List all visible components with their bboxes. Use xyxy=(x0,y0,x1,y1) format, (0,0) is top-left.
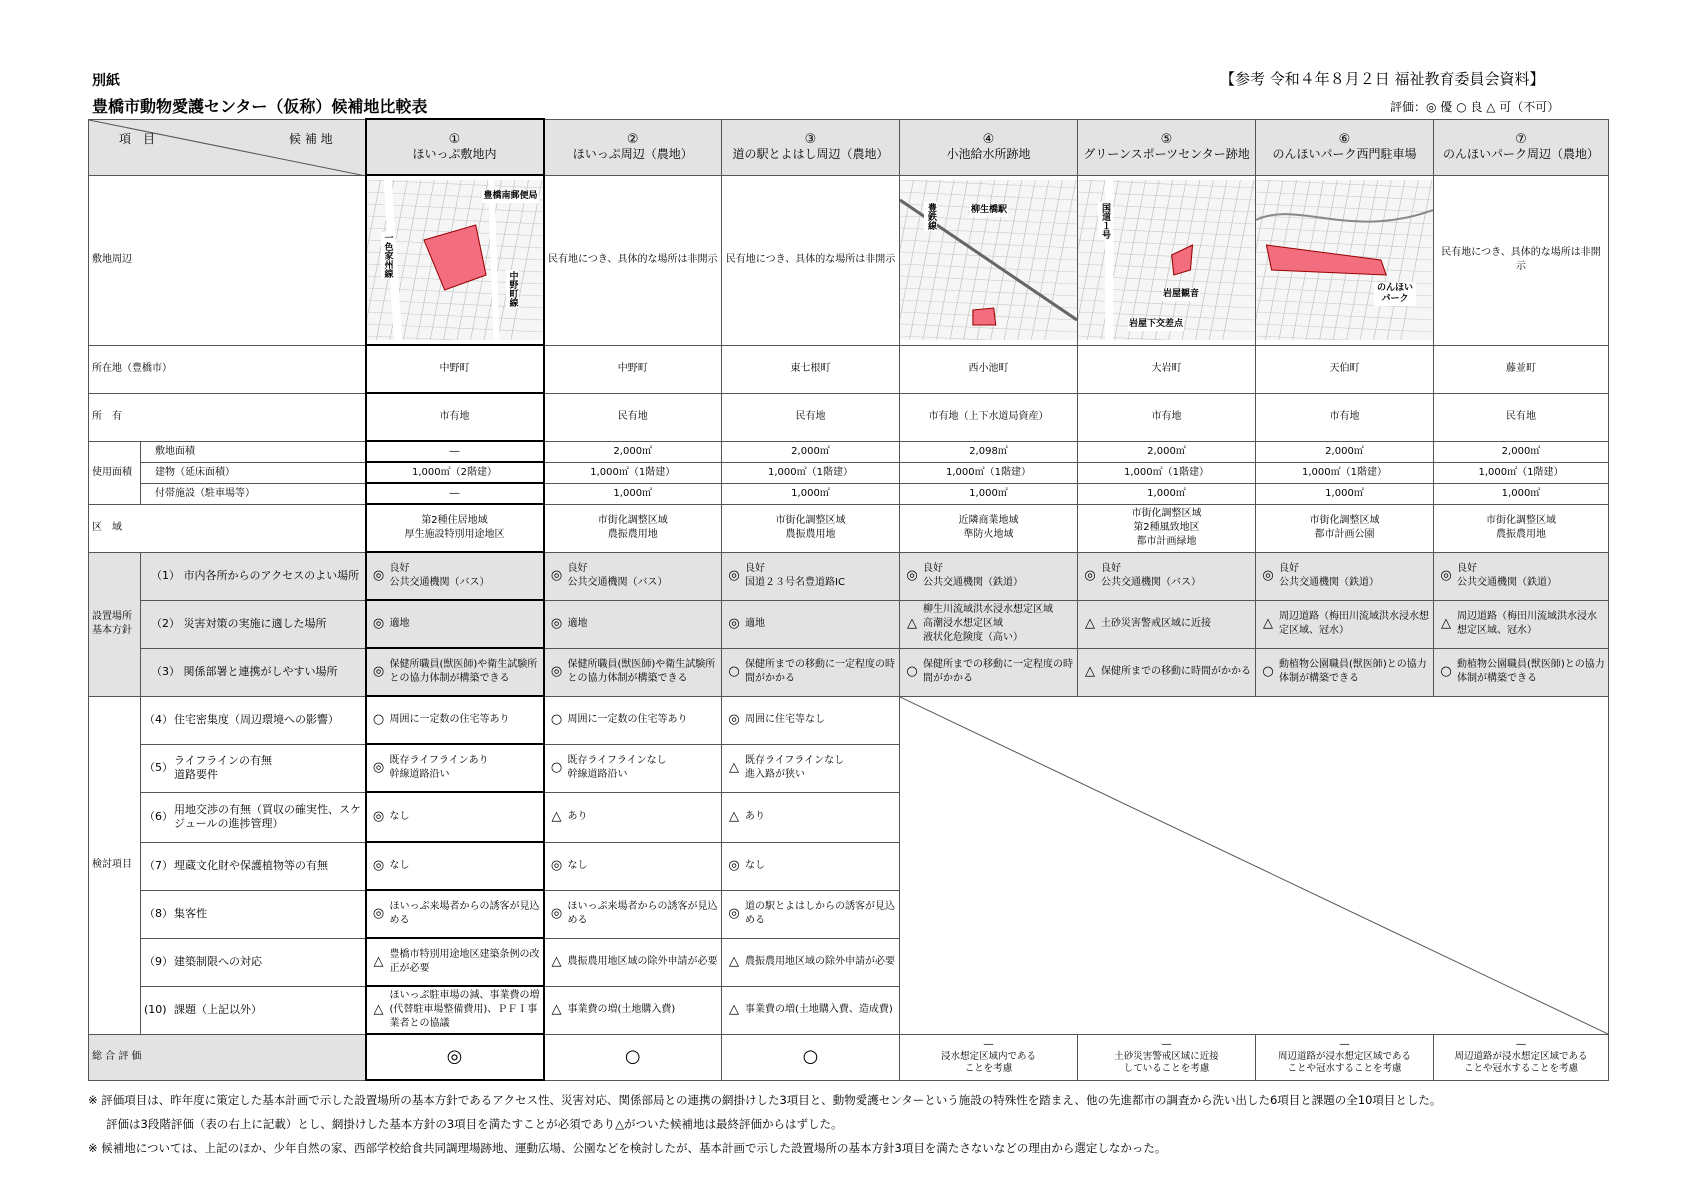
rating-cell xyxy=(544,938,722,986)
rating-symbol: ◎ xyxy=(550,616,563,631)
reference-note: 【参考 令和４年８月２日 福祉教育委員会資料】 xyxy=(1220,70,1545,88)
rating-cell xyxy=(722,842,900,890)
review-item-label xyxy=(141,696,366,744)
zone-label: 区 域 xyxy=(89,504,366,552)
rating-cell xyxy=(722,648,900,696)
zone-value: 市街化調整区域 農振農用地 xyxy=(544,504,722,552)
rating-cell xyxy=(1434,600,1609,648)
ownership-value: 民有地 xyxy=(722,393,900,441)
rating-symbol: ○ xyxy=(728,664,740,679)
review-item-text: 住宅密集度（周辺環境への影響） xyxy=(174,713,339,726)
footnote-3: ※ 候補地については、上記のほか、少年自然の家、西部学校給食共同調理場跡地、運動広場、公園などを検討したが、基本計画で示した設置場所の基本方針3項目を満たさないなどの理由から選定しなかった。 xyxy=(88,1141,1167,1155)
candidate-number: ④ xyxy=(982,132,995,147)
area-item-label: 敷地面積 xyxy=(141,441,366,462)
ownership-value: 民有地 xyxy=(544,393,722,441)
rating-symbol: ◎ xyxy=(550,906,563,921)
rating-symbol: ◎ xyxy=(728,858,740,873)
map-label: 中野町線 xyxy=(507,271,518,307)
candidate-name: グリーンスポーツセンター跡地 xyxy=(1083,147,1250,161)
rating-text: 既存ライフラインあり 幹線道路沿い xyxy=(389,755,489,780)
candidate-header xyxy=(366,119,544,175)
table-row xyxy=(89,552,1609,600)
review-item-label xyxy=(141,938,366,986)
table-row xyxy=(89,393,1609,441)
total-dash: ― xyxy=(983,1039,994,1050)
candidate-header xyxy=(1434,119,1609,175)
area-value: 1,000㎡（1階建） xyxy=(900,462,1078,483)
rating-text: 良好 公共交通機関（バス） xyxy=(1101,563,1201,588)
review-item-number: （6） xyxy=(144,810,173,823)
private-site-note: 民有地につき、具体的な場所は非開示 xyxy=(548,254,718,265)
site-note xyxy=(722,175,900,345)
table-row xyxy=(89,462,1609,483)
rating-text: 豊橋市特別用途地区建築条例の改正が必要 xyxy=(389,949,540,974)
total-label: 総 合 評 価 xyxy=(89,1034,366,1080)
site-row-label: 敷地周辺 xyxy=(89,175,366,345)
total-note-text: 土砂災害警戒区域に近接 していることを考慮 xyxy=(1114,1051,1219,1074)
rating-cell xyxy=(900,600,1078,648)
candidate-header xyxy=(722,119,900,175)
total-dash: ― xyxy=(1516,1039,1526,1050)
rating-cell xyxy=(366,648,544,696)
ownership-value: 市有地 xyxy=(1256,393,1434,441)
review-item-number: （4） xyxy=(144,713,173,726)
map-label: 豊橋南郵便局 xyxy=(483,191,538,201)
area-item-label: 建物（延床面積） xyxy=(141,462,366,483)
rating-symbol: ◎ xyxy=(550,858,563,873)
zone-value: 近隣商業地域 準防火地域 xyxy=(900,504,1078,552)
rating-symbol: ◎ xyxy=(550,664,563,679)
rating-cell xyxy=(544,890,722,938)
area-value: 2,000㎡ xyxy=(1256,441,1434,462)
candidate-name: ほいっぷ敷地内 xyxy=(412,147,497,161)
area-value: 2,000㎡ xyxy=(1434,441,1609,462)
rating-symbol: ◎ xyxy=(372,809,385,824)
area-value: 1,000㎡（1階建） xyxy=(544,462,722,483)
rating-text: 周囲に一定数の住宅等あり xyxy=(389,714,510,725)
map-label: のんほいパーク xyxy=(1374,282,1416,306)
rating-cell xyxy=(1256,648,1434,696)
rating-symbol: △ xyxy=(729,809,739,824)
review-item-text: 課題（上記以外） xyxy=(174,1003,262,1016)
total-note-text: 周辺道路が浸水想定区域である ことや冠水することを考慮 xyxy=(1454,1051,1588,1074)
rating-cell xyxy=(544,552,722,600)
rating-cell xyxy=(1256,600,1434,648)
review-item-text: 建築制限への対応 xyxy=(174,955,262,968)
candidate-name: ほいっぷ周辺（農地） xyxy=(572,147,693,161)
candidate-number: ⑦ xyxy=(1515,132,1527,147)
rating-cell xyxy=(1078,648,1256,696)
corner-item-label: 項 目 xyxy=(119,131,156,146)
candidate-header xyxy=(1078,119,1256,175)
rating-cell xyxy=(544,696,722,744)
area-group-label: 使用面積 xyxy=(89,441,141,504)
policy-item-label: （2） 災害対策の実施に適した場所 xyxy=(141,600,366,648)
site-note xyxy=(1434,175,1609,345)
rating-cell xyxy=(1434,552,1609,600)
site-map xyxy=(1256,175,1434,345)
rating-text: 動植物公園職員(獣医師)との協力体制が構築できる xyxy=(1279,659,1427,684)
ownership-value: 民有地 xyxy=(1434,393,1609,441)
rating-text: 保健所職員(獣医師)や衛生試験所との協力体制が構築できる xyxy=(389,659,538,684)
rating-cell xyxy=(366,890,544,938)
total-note-text: 浸水想定区域内である ことを考慮 xyxy=(940,1051,1036,1074)
candidate-number: ⑤ xyxy=(1160,132,1173,147)
area-value: ― xyxy=(366,483,544,504)
rating-cell xyxy=(1078,552,1256,600)
rating-text: 適地 xyxy=(567,618,588,629)
rating-symbol: ◎ xyxy=(372,906,385,921)
rating-symbol: △ xyxy=(1441,616,1451,631)
rating-text: 保健所までの移動に時間がかかる xyxy=(1101,666,1251,677)
candidate-name: 小池給水所跡地 xyxy=(946,147,1031,161)
table-row xyxy=(89,175,1609,345)
rating-symbol: ○ xyxy=(550,712,563,727)
rating-text: 良好 公共交通機関（鉄道） xyxy=(1457,563,1557,588)
rating-cell xyxy=(544,744,722,792)
zone-value: 市街化調整区域 都市計画公園 xyxy=(1256,504,1434,552)
rating-text: 周辺道路（梅田川流域洪水浸水想定区域、冠水） xyxy=(1279,611,1429,636)
map-label: 一色家州線 xyxy=(382,233,393,278)
review-item-label xyxy=(141,986,366,1034)
review-item-number: （8） xyxy=(144,907,173,920)
review-item-text: 用地交渉の有無（買収の確実性、スケジュールの進捗管理） xyxy=(174,803,361,830)
total-note xyxy=(1078,1034,1256,1080)
rating-text: 適地 xyxy=(745,618,765,629)
review-item-number: （9） xyxy=(144,955,173,968)
rating-text: 適地 xyxy=(389,618,410,629)
rating-text: 周囲に一定数の住宅等あり xyxy=(567,714,688,725)
area-value: 1,000㎡ xyxy=(544,483,722,504)
total-rating: ○ xyxy=(722,1034,900,1080)
location-value: 中野町 xyxy=(366,345,544,393)
rating-text: 良好 公共交通機関（鉄道） xyxy=(923,563,1023,588)
candidate-header xyxy=(1256,119,1434,175)
site-map xyxy=(366,175,544,345)
rating-text: ほいっぷ駐車場の減、事業費の増(代替駐車場整備費用)、ＰＦＩ事業者との協議 xyxy=(389,990,540,1029)
rating-cell xyxy=(900,648,1078,696)
rating-text: あり xyxy=(745,811,765,822)
rating-text: 保健所職員(獣医師)や衛生試験所との協力体制が構築できる xyxy=(567,659,716,684)
location-value: 西小池町 xyxy=(900,345,1078,393)
map-label: 岩屋下交差点 xyxy=(1129,318,1184,329)
rating-text: なし xyxy=(389,811,410,822)
rating-symbol: △ xyxy=(729,954,739,969)
review-item-number: （5） xyxy=(144,761,173,774)
total-rating: ○ xyxy=(544,1034,722,1080)
rating-text: 事業費の増(土地購入費) xyxy=(567,1004,676,1015)
area-value: 1,000㎡（1階建） xyxy=(1434,462,1609,483)
location-value: 中野町 xyxy=(544,345,722,393)
rating-symbol: △ xyxy=(551,809,562,824)
rating-text: 良好 公共交通機関（鉄道） xyxy=(1279,563,1379,588)
rating-cell xyxy=(366,696,544,744)
rating-cell xyxy=(366,842,544,890)
rating-cell xyxy=(366,986,544,1034)
rating-text: 周囲に住宅等なし xyxy=(745,714,825,725)
rating-text: 既存ライフラインなし 進入路が狭い xyxy=(745,755,845,780)
rating-cell xyxy=(1434,648,1609,696)
rating-cell xyxy=(366,600,544,648)
corner-candidate-label: 候 補 地 xyxy=(289,131,333,146)
area-value: 1,000㎡（1階建） xyxy=(1256,462,1434,483)
rating-symbol: ◎ xyxy=(728,616,740,631)
rating-symbol: △ xyxy=(373,1002,384,1017)
page-title: 豊橋市動物愛護センター（仮称）候補地比較表 xyxy=(92,97,428,116)
candidate-name: のんほいパーク周辺（農地） xyxy=(1442,147,1599,161)
rating-symbol: ◎ xyxy=(906,568,918,583)
total-note xyxy=(1434,1034,1609,1080)
rating-text: 柳生川流域洪水浸水想定区域 高潮浸水想定区域 液状化危険度（高い） xyxy=(923,604,1053,643)
rating-text: 道の駅とよはしからの誘客が見込める xyxy=(745,901,895,926)
rating-text: 農振農用地区域の除外申請が必要 xyxy=(745,956,895,967)
area-value: 2,000㎡ xyxy=(722,441,900,462)
location-label: 所在地（豊橋市） xyxy=(89,345,366,393)
ownership-value: 市有地 xyxy=(366,393,544,441)
area-value: 1,000㎡ xyxy=(1434,483,1609,504)
rating-text: 事業費の増(土地購入費、造成費) xyxy=(745,1004,893,1015)
rating-text: ほいっぷ来場者からの誘客が見込める xyxy=(389,901,540,926)
candidate-number: ⑥ xyxy=(1338,132,1351,147)
rating-symbol: △ xyxy=(551,954,562,969)
rating-cell xyxy=(722,600,900,648)
rating-symbol: ◎ xyxy=(728,906,740,921)
rating-symbol: ◎ xyxy=(372,664,385,679)
site-note xyxy=(544,175,722,345)
area-value: 1,000㎡（2階建） xyxy=(366,462,544,483)
area-value: ― xyxy=(366,441,544,462)
rating-symbol: ◎ xyxy=(550,568,563,583)
candidate-name: のんほいパーク西門駐車場 xyxy=(1272,147,1417,161)
rating-cell xyxy=(900,552,1078,600)
rating-text: 良好 国道２３号名豊道路IC xyxy=(745,563,845,588)
rating-symbol: ○ xyxy=(550,760,563,775)
rating-text: 保健所までの移動に一定程度の時間がかかる xyxy=(745,659,895,684)
candidate-header xyxy=(544,119,722,175)
rating-cell xyxy=(544,986,722,1034)
rating-symbol: ◎ xyxy=(728,568,740,583)
candidate-number: ③ xyxy=(804,132,817,147)
total-dash: ― xyxy=(1339,1039,1350,1050)
area-value: 2,000㎡ xyxy=(544,441,722,462)
review-item-text: ライフラインの有無 道路要件 xyxy=(174,754,273,781)
review-item-number: (10) xyxy=(144,1003,167,1016)
area-value: 1,000㎡（1階建） xyxy=(1078,462,1256,483)
rating-symbol: ◎ xyxy=(1262,568,1274,583)
area-value: 1,000㎡（1階建） xyxy=(722,462,900,483)
table-row xyxy=(89,1034,1609,1080)
attachment-label: 別紙 xyxy=(92,73,120,89)
location-value: 東七根町 xyxy=(722,345,900,393)
rating-cell xyxy=(544,600,722,648)
rating-symbol: ◎ xyxy=(372,858,385,873)
rating-text: 周辺道路（梅田川流域洪水浸水想定区域、冠水） xyxy=(1457,611,1597,636)
ownership-value: 市有地 xyxy=(1078,393,1256,441)
area-value: 2,098㎡ xyxy=(900,441,1078,462)
footnote-2: 評価は3段階評価（表の右上に記載）とし、網掛けした基本方針の3項目を満たすことが必須であり△がついた候補地は最終評価からはずした。 xyxy=(106,1117,843,1131)
rating-text: ほいっぷ来場者からの誘客が見込める xyxy=(567,901,718,926)
area-value: 1,000㎡ xyxy=(900,483,1078,504)
zone-value: 市街化調整区域 農振農用地 xyxy=(1434,504,1609,552)
rating-text: 良好 公共交通機関（バス） xyxy=(389,563,490,588)
map-label: 豊鉄線 xyxy=(926,202,936,230)
rating-symbol: ◎ xyxy=(372,616,385,631)
zone-value: 市街化調整区域 第2種風致地区 都市計画緑地 xyxy=(1078,504,1256,552)
policy-group-label: 設置場所 基本方針 xyxy=(89,552,141,696)
review-item-text: 埋蔵文化財や保護植物等の有無 xyxy=(174,859,328,872)
rating-cell xyxy=(366,792,544,842)
rating-symbol: ○ xyxy=(1262,664,1274,679)
area-value: 1,000㎡ xyxy=(1078,483,1256,504)
rating-cell xyxy=(722,552,900,600)
review-item-label xyxy=(141,842,366,890)
rating-symbol: ◎ xyxy=(728,712,740,727)
rating-text: 動植物公園職員(獣医師)との協力体制が構築できる xyxy=(1457,659,1605,684)
total-note-text: 周辺道路が浸水想定区域である ことや冠水することを考慮 xyxy=(1277,1051,1411,1074)
site-map xyxy=(900,175,1078,345)
map-label: 柳生橋駅 xyxy=(971,204,1008,215)
table-row xyxy=(89,483,1609,504)
rating-legend: 評価：◎ 優 ○ 良 △ 可（不可） xyxy=(1390,100,1560,114)
rating-text: 土砂災害警戒区域に近接 xyxy=(1101,618,1211,629)
rating-text: 良好 公共交通機関（バス） xyxy=(567,563,668,588)
rating-cell xyxy=(722,696,900,744)
total-note xyxy=(900,1034,1078,1080)
total-dash: ― xyxy=(1161,1039,1172,1050)
table-row xyxy=(89,345,1609,393)
zone-value: 市街化調整区域 農振農用地 xyxy=(722,504,900,552)
rating-text: なし xyxy=(567,860,588,871)
rating-cell xyxy=(366,744,544,792)
rating-text: なし xyxy=(389,860,410,871)
policy-item-label: （3） 関係部署と連携がしやすい場所 xyxy=(141,648,366,696)
rating-symbol: △ xyxy=(1263,616,1273,631)
review-item-label xyxy=(141,890,366,938)
rating-symbol: ◎ xyxy=(1440,568,1452,583)
rating-symbol: △ xyxy=(373,954,384,969)
rating-symbol: ◎ xyxy=(1084,568,1096,583)
area-item-label: 付帯施設（駐車場等） xyxy=(141,483,366,504)
location-value: 藤並町 xyxy=(1434,345,1609,393)
rating-cell xyxy=(722,986,900,1034)
area-value: 1,000㎡ xyxy=(1256,483,1434,504)
excluded-area xyxy=(900,696,1609,1034)
candidate-number: ② xyxy=(626,132,639,147)
review-item-number: （7） xyxy=(144,859,173,872)
rating-cell xyxy=(722,938,900,986)
rating-symbol: △ xyxy=(551,1002,562,1017)
rating-symbol: △ xyxy=(729,1002,739,1017)
total-note xyxy=(1256,1034,1434,1080)
rating-cell xyxy=(1256,552,1434,600)
rating-cell xyxy=(544,842,722,890)
ownership-label: 所 有 xyxy=(89,393,366,441)
table-row xyxy=(89,600,1609,648)
table-row xyxy=(89,119,1609,175)
rating-text: あり xyxy=(567,811,588,822)
rating-symbol: △ xyxy=(907,616,917,631)
review-item-label xyxy=(141,792,366,842)
site-map xyxy=(1078,175,1256,345)
rating-symbol: ○ xyxy=(1440,664,1452,679)
rating-symbol: △ xyxy=(1085,616,1095,631)
rating-text: 保健所までの移動に一定程度の時間がかかる xyxy=(923,659,1073,684)
candidate-number: ① xyxy=(448,132,461,147)
rating-text: 農振農用地区域の除外申請が必要 xyxy=(567,956,718,967)
area-value: 2,000㎡ xyxy=(1078,441,1256,462)
location-value: 天伯町 xyxy=(1256,345,1434,393)
rating-cell xyxy=(544,648,722,696)
private-site-note: 民有地につき、具体的な場所は非開示 xyxy=(1441,247,1601,272)
map-label: 岩屋観音 xyxy=(1163,288,1200,299)
area-value: 1,000㎡ xyxy=(722,483,900,504)
rating-symbol: ○ xyxy=(372,712,385,727)
private-site-note: 民有地につき、具体的な場所は非開示 xyxy=(725,254,896,265)
rating-symbol: ○ xyxy=(906,664,918,679)
rating-cell xyxy=(1078,600,1256,648)
policy-item-label: （1） 市内各所からのアクセスのよい場所 xyxy=(141,552,366,600)
rating-symbol: △ xyxy=(729,760,739,775)
rating-cell xyxy=(366,552,544,600)
candidate-name: 道の駅とよはし周辺（農地） xyxy=(732,147,889,161)
candidate-header xyxy=(900,119,1078,175)
comparison-table xyxy=(88,118,1609,1081)
review-item-text: 集客性 xyxy=(174,907,207,920)
rating-symbol: △ xyxy=(1085,664,1095,679)
location-value: 大岩町 xyxy=(1078,345,1256,393)
corner-header xyxy=(89,119,366,175)
map-label: 国道１号 xyxy=(1100,202,1110,239)
ownership-value: 市有地（上下水道局資産） xyxy=(900,393,1078,441)
footnote-1: ※ 評価項目は、昨年度に策定した基本計画で示した設置場所の基本方針であるアクセス性、災害対応、関係部局との連携の網掛けした3項目と、動物愛護センターという施設の特殊性を踏まえ、他の先進都市の調査から洗い出した6項目と課題の全10項目とした。 xyxy=(88,1093,1442,1107)
rating-cell xyxy=(544,792,722,842)
table-row xyxy=(89,648,1609,696)
rating-cell xyxy=(722,792,900,842)
rating-text: なし xyxy=(745,860,765,871)
rating-cell xyxy=(722,744,900,792)
zone-value: 第2種住居地域 厚生施設特別用途地区 xyxy=(366,504,544,552)
rating-text: 既存ライフラインなし 幹線道路沿い xyxy=(567,755,667,780)
table-row xyxy=(89,696,1609,744)
table-row xyxy=(89,504,1609,552)
rating-symbol: ◎ xyxy=(372,760,385,775)
rating-cell xyxy=(366,938,544,986)
review-item-label xyxy=(141,744,366,792)
rating-cell xyxy=(722,890,900,938)
table-row xyxy=(89,441,1609,462)
rating-symbol: ◎ xyxy=(372,568,385,583)
review-group-label: 検討項目 xyxy=(89,696,141,1034)
total-rating: ◎ xyxy=(366,1034,544,1080)
